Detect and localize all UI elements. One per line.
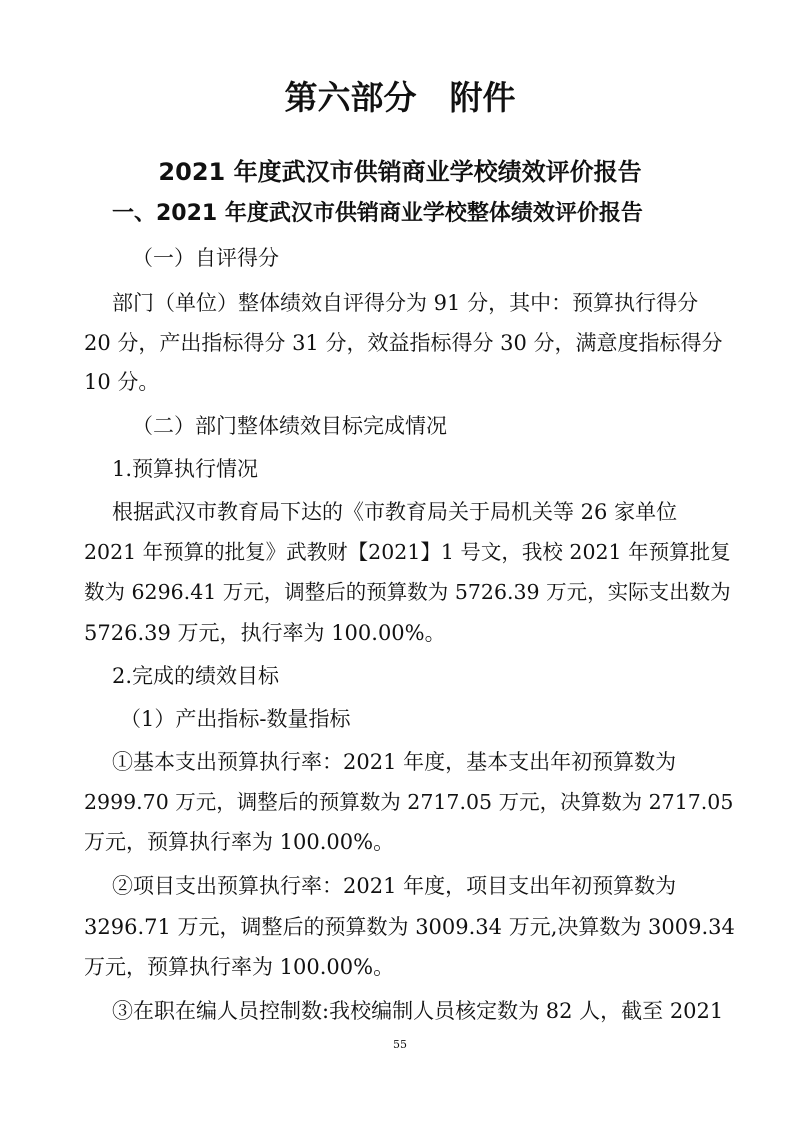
paragraph-line: 2021 年预算的批复》武教财【2021】1 号文，我校 2021 年预算批复 — [84, 540, 731, 564]
subheading-output-quantity: （1）产出指标-数量指标 — [120, 707, 351, 731]
part-title: 第六部分 附件 — [284, 78, 516, 117]
paragraph-line: 数为 6296.41 万元，调整后的预算数为 5726.39 万元，实际支出数为 — [84, 580, 731, 604]
page-number: 55 — [393, 1038, 407, 1051]
paragraph-line: ③在职在编人员控制数:我校编制人员核定数为 82 人，截至 2021 — [112, 999, 724, 1023]
subheading-completed-goals: 2.完成的绩效目标 — [112, 664, 280, 688]
paragraph-line: 部门（单位）整体绩效自评得分为 91 分，其中：预算执行得分 — [112, 291, 699, 315]
subheading-goal-completion: （二）部门整体绩效目标完成情况 — [132, 414, 447, 438]
paragraph-line: ②项目支出预算执行率：2021 年度，项目支出年初预算数为 — [112, 874, 677, 898]
paragraph-line: 万元，预算执行率为 100.00%。 — [84, 830, 395, 854]
paragraph-line: 5726.39 万元，执行率为 100.00%。 — [84, 621, 446, 645]
paragraph-line: 万元，预算执行率为 100.00%。 — [84, 955, 395, 979]
report-title: 2021 年度武汉市供销商业学校绩效评价报告 — [158, 158, 642, 186]
paragraph-line: 10 分。 — [84, 370, 160, 394]
paragraph-line: 根据武汉市教育局下达的《市教育局关于局机关等 26 家单位 — [112, 500, 678, 524]
subheading-self-evaluation-score: （一）自评得分 — [132, 246, 279, 270]
paragraph-line: 20 分，产出指标得分 31 分，效益指标得分 30 分，满意度指标得分 — [84, 331, 723, 355]
paragraph-line: 3296.71 万元，调整后的预算数为 3009.34 万元,决算数为 3009.34 — [84, 915, 735, 939]
paragraph-line: ①基本支出预算执行率：2021 年度，基本支出年初预算数为 — [112, 750, 677, 774]
paragraph-line: 2999.70 万元，调整后的预算数为 2717.05 万元，决算数为 2717.05 — [84, 790, 734, 814]
subheading-budget-execution: 1.预算执行情况 — [112, 457, 259, 481]
section-heading: 一、2021 年度武汉市供销商业学校整体绩效评价报告 — [112, 201, 643, 226]
